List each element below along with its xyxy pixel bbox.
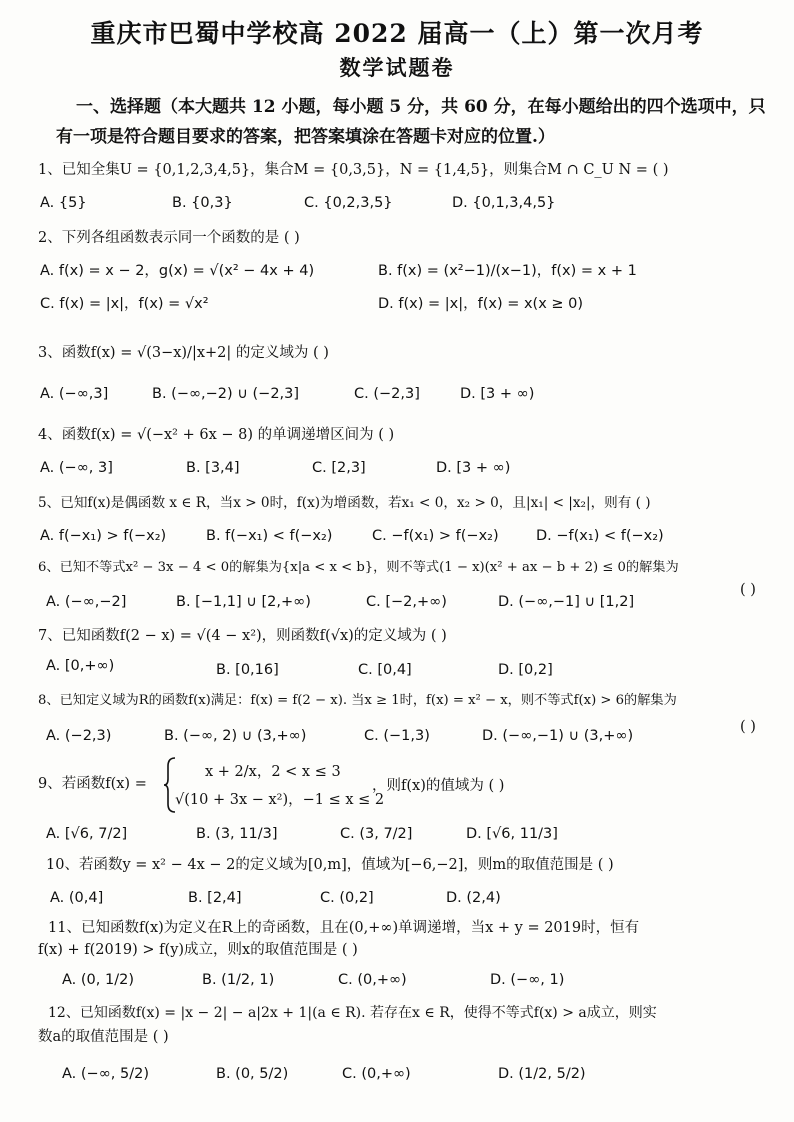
question-8-answer-paren: ( )	[740, 719, 756, 735]
question-6-option-c: C. [−2,+∞)	[366, 594, 447, 610]
question-9-piecewise	[163, 756, 385, 816]
question-1-option-c: C. {0,2,3,5}	[304, 195, 393, 211]
question-10-option-a: A. (0,4]	[50, 890, 104, 906]
question-2-option-d: D. f(x) = |x|，f(x) = x(x ≥ 0)	[378, 296, 584, 312]
question-12-stem: 12、已知函数f(x) = |x − 2| − a|2x + 1|(a ∈ R). 若存在x ∈ R，使得不等式f(x) > a成立，则实	[48, 1005, 657, 1021]
question-7-option-c: C. [0,4]	[358, 662, 412, 678]
question-2-option-a: A. f(x) = x − 2，g(x) = √(x² − 4x + 4)	[40, 263, 315, 279]
question-11-option-d: D. (−∞, 1)	[490, 972, 565, 988]
question-10-option-c: C. (0,2]	[320, 890, 374, 906]
question-9-option-d: D. [√6, 11/3]	[466, 826, 558, 842]
question-12-option-c: C. (0,+∞)	[342, 1066, 411, 1082]
question-11-option-c: C. (0,+∞)	[338, 972, 407, 988]
question-10-option-d: D. (2,4)	[446, 890, 501, 906]
question-9-option-a: A. [√6, 7/2]	[46, 826, 128, 842]
question-7-option-d: D. [0,2]	[498, 662, 553, 678]
question-4-option-a: A. (−∞, 3]	[40, 460, 113, 476]
question-2-option-b: B. f(x) = (x²−1)/(x−1)，f(x) = x + 1	[378, 263, 637, 279]
question-5-option-c: C. −f(x₁) > f(−x₂)	[372, 528, 499, 544]
question-11-option-b: B. (1/2, 1)	[202, 972, 275, 988]
question-8-option-b: B. (−∞, 2) ∪ (3,+∞)	[164, 728, 307, 744]
question-2-stem: 2、下列各组函数表示同一个函数的是 ( )	[38, 230, 300, 246]
question-5-option-d: D. −f(x₁) < f(−x₂)	[536, 528, 664, 544]
question-1-stem: 1、已知全集U = {0,1,2,3,4,5}，集合M = {0,3,5}，N = {1,4,5}，则集合M ∩ C_U N = ( )	[38, 162, 669, 178]
question-3-option-b: B. (−∞,−2) ∪ (−2,3]	[152, 386, 300, 402]
question-12-stem-line-2: 数a的取值范围是 ( )	[38, 1029, 169, 1045]
question-5-option-b: B. f(−x₁) < f(−x₂)	[206, 528, 333, 544]
question-10-stem: 10、若函数y = x² − 4x − 2的定义域为[0,m]，值域为[−6,−2]，则m的取值范围是 ( )	[46, 857, 614, 873]
question-3-option-a: A. (−∞,3]	[40, 386, 109, 402]
question-6-stem: 6、已知不等式x² − 3x − 4 < 0的解集为{x|a < x < b}，则不等式(1 − x)(x² + ax − b + 2) ≤ 0的解集为	[38, 560, 679, 575]
question-9-option-c: C. (3, 7/2]	[340, 826, 413, 842]
question-8-option-a: A. (−2,3)	[46, 728, 112, 744]
question-4-stem: 4、函数f(x) = √(−x² + 6x − 8) 的单调递增区间为 ( )	[38, 427, 395, 443]
question-4-option-b: B. [3,4]	[186, 460, 240, 476]
question-12-option-d: D. (1/2, 5/2)	[498, 1066, 586, 1082]
exam-title: 重庆市巴蜀中学校高 2022 届高一（上）第一次月考	[90, 19, 704, 48]
question-7-option-b: B. [0,16]	[216, 662, 279, 678]
question-9-option-b: B. (3, 11/3]	[196, 826, 278, 842]
question-11-stem: 11、已知函数f(x)为定义在R上的奇函数，且在(0,+∞)单调递增，当x + y = 2019时，恒有	[48, 920, 640, 936]
question-12-option-a: A. (−∞, 5/2)	[62, 1066, 149, 1082]
question-4-option-c: C. [2,3]	[312, 460, 366, 476]
question-7-stem: 7、已知函数f(2 − x) = √(4 − x²)，则函数f(√x)的定义域为 ( )	[38, 628, 447, 644]
question-1-option-a: A. {5}	[40, 195, 87, 211]
question-12-option-b: B. (0, 5/2)	[216, 1066, 289, 1082]
question-8-option-d: D. (−∞,−1) ∪ (3,+∞)	[482, 728, 634, 744]
question-6-option-b: B. [−1,1] ∪ [2,+∞)	[176, 594, 311, 610]
question-9-stem-suffix: ，则f(x)的值域为 ( )	[372, 778, 505, 794]
question-3-option-d: D. [3 + ∞)	[460, 386, 535, 402]
question-1-option-b: B. {0,3}	[172, 195, 233, 211]
section-instructions: 一、选择题（本大题共 12 小题，每小题 5 分，共 60 分，在每小题给出的四个选项中，只有一项是符合题目要求的答案，把答案填涂在答题卡对应的位置.）	[56, 97, 766, 147]
question-3-stem: 3、函数f(x) = √(3−x)/|x+2| 的定义域为 ( )	[38, 345, 329, 361]
question-6-answer-paren: ( )	[740, 582, 756, 598]
question-9-stem-prefix: 9、若函数f(x) =	[38, 776, 147, 792]
question-8-stem: 8、已知定义域为R的函数f(x)满足：f(x) = f(2 − x). 当x ≥ 1时，f(x) = x² − x，则不等式f(x) > 6的解集为	[38, 693, 677, 708]
question-9-piece-1: x + 2/x，2 < x ≤ 3	[205, 764, 341, 780]
question-5-option-a: A. f(−x₁) > f(−x₂)	[40, 528, 167, 544]
question-9-piece-2: √(10 + 3x − x²)，−1 ≤ x ≤ 2	[175, 792, 385, 808]
question-6-option-a: A. (−∞,−2]	[46, 594, 127, 610]
question-1-option-d: D. {0,1,3,4,5}	[452, 195, 556, 211]
exam-subtitle: 数学试题卷	[339, 55, 455, 80]
question-7-option-a: A. [0,+∞)	[46, 658, 115, 674]
question-8-option-c: C. (−1,3)	[364, 728, 430, 744]
question-2-option-c: C. f(x) = |x|，f(x) = √x²	[40, 296, 209, 312]
question-5-stem: 5、已知f(x)是偶函数 x ∈ R，当x > 0时，f(x)为增函数，若x₁ < 0，x₂ > 0，且|x₁| < |x₂|，则有 ( )	[38, 495, 651, 511]
question-3-option-c: C. (−2,3]	[354, 386, 420, 402]
question-4-option-d: D. [3 + ∞)	[436, 460, 511, 476]
question-11-option-a: A. (0, 1/2)	[62, 972, 134, 988]
question-6-option-d: D. (−∞,−1] ∪ [1,2]	[498, 594, 635, 610]
question-11-stem-line-2: f(x) + f(2019) > f(y)成立，则x的取值范围是 ( )	[38, 942, 358, 958]
question-10-option-b: B. [2,4]	[188, 890, 242, 906]
